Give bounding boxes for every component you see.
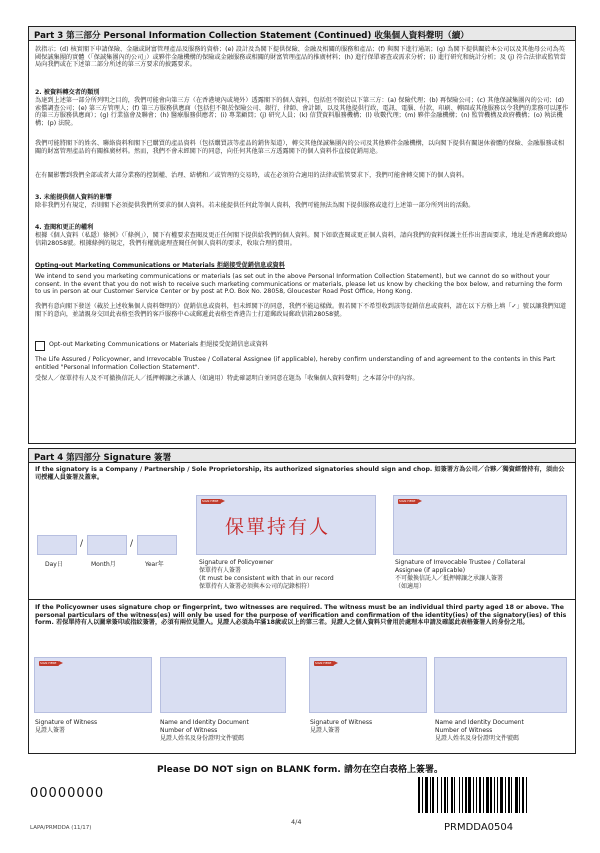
optout-checkbox-label: Opt-out Marketing Communications or Materials 拒絕接受促銷信息或資料 — [49, 341, 269, 348]
part3-heading-3: 3. 未能提供個人資料的影響 — [35, 194, 112, 201]
barcode-bar — [468, 777, 471, 813]
witness-1-id-label-2: Number of Witness — [160, 727, 218, 734]
company-signatory-note: If the signatory is a Company / Partnership / Sole Proprietorship, its authorized signatories should sign and chop. 如簽署方為公司／合夥／獨資經營持有，須由公司授權人員簽署及蓋章。 — [35, 466, 565, 481]
barcode-bar — [441, 777, 442, 813]
barcode-bar — [459, 777, 460, 813]
date-day-label: Day日 — [45, 561, 63, 568]
policyowner-signature-box[interactable] — [196, 495, 376, 555]
confirmation-en: The Life Assured / Policyowner, and Irrevocable Trustee / Collateral Assignee (if applicable), hereby confirm understanding of and agreement to the contents in this Part entitled "Personal Information Collection Statement". — [35, 356, 556, 371]
barcode-bar — [465, 777, 467, 813]
witness-1-id-label: Name and Identity Document — [160, 719, 249, 726]
barcode-bar — [422, 777, 423, 813]
sign-here-tag: SIGN HERE — [314, 661, 334, 666]
witness-1-sig-label-zh: 見證人簽署 — [35, 727, 66, 734]
witness-note: If the Policyowner uses signature chop or fingerprint, two witnesses are required. The witness must be an individual third party aged 18 or above. The personal particulars of the witness(es) will only be used for the purpose of verification and confirmation of the identity(ies) of the signatory(ies) of this form. 若保單持有人以圖章簽印或指紋簽署，必須有兩位見證人。見證人必須為年滿18歲或以上的第三者。見證人之個人資料只會用於處理本申請及確認此表格簽署人的身份之用。 — [35, 604, 567, 627]
trustee-label-3: 不可撤換信託人／抵押轉讓之承讓人簽署 — [395, 575, 504, 582]
policyowner-label-1: Signature of Policyowner — [199, 559, 274, 566]
trustee-label-2: Assignee (if applicable) — [395, 567, 466, 574]
witness-1-id-box[interactable] — [160, 657, 286, 713]
optout-checkbox[interactable] — [35, 341, 45, 351]
trustee-label-4: （如適用） — [395, 583, 426, 590]
witness-1-signature-box[interactable] — [34, 657, 152, 713]
form-number: 00000000 — [30, 786, 105, 801]
barcode — [418, 777, 576, 813]
barcode-bar — [418, 777, 420, 813]
witness-2-id-label: Name and Identity Document — [435, 719, 524, 726]
witness-1-sig-label: Signature of Witness — [35, 719, 98, 726]
date-day-field[interactable] — [37, 535, 77, 555]
confirmation-zh: 受保人／保單持有人及不可撤換信託人／抵押轉讓之承讓人（如適用）特此確認明白並同意在題為「收集個人資料聲明」之本部分中的內容。 — [35, 375, 419, 382]
blank-form-notice: Please DO NOT sign on BLANK form. 請勿在空白表格上簽署。 — [157, 765, 443, 775]
sign-here-tag: SIGN HERE — [39, 661, 59, 666]
barcode-bar — [473, 777, 474, 813]
date-year-label: Year年 — [145, 561, 164, 568]
barcode-bar — [497, 777, 498, 813]
barcode-bar — [486, 777, 489, 813]
barcode-bar — [500, 777, 503, 813]
policyowner-label-2: 保單持有人簽署 — [199, 567, 242, 574]
witness-2-sig-label: Signature of Witness — [310, 719, 373, 726]
witness-2-id-label-zh: 見證人姓名及身份證明文件號碼 — [435, 735, 520, 742]
barcode-bar — [490, 777, 492, 813]
barcode-text: PRMDDA0504 — [444, 822, 514, 833]
page-number: 4/4 — [291, 818, 302, 826]
part3-para-2: 為達到上述第一部分所列明之目的，我們可能會向第三方（在香港境內或境外）透露閣下的個人資料，包括但不限於以下第三方：(a) 保險代理；(b) 再保險公司；(c) 其他保誠集團內的公司；(d) 索償調查公司；(e) 第三方管理人；(f) 第三方服務供應商（包括但不限於保險公司、銀行、律師、會計師，以及其他提供行政、電訊、電腦、付款、印刷、轉圓或其他服務以令我們的業務可以運作的第三方服務供應商）；(g) 行業協會及聯會；(h) 醫療服務供應者；(i) 專業顧問；(j) 研究人員；(k) 信貸資料服務機構；(l) 收數代理；(m) 夥伴金融機構；(n) 監管機構及政府機構；(o) 執法機構；(p) 法院。 — [35, 97, 569, 127]
sign-here-tag: SIGN HERE — [201, 499, 221, 504]
barcode-bar — [494, 777, 495, 813]
date-separator-2: / — [130, 539, 134, 549]
date-month-field[interactable] — [87, 535, 127, 555]
part3-para-3: 我們可能將閣下的姓名、聯絡資料和閣下已購買的產品資料（包括購買該等產品的銷售渠道），轉交其他保誠集團內的公司及其他夥伴金融機構，以向閣下提供有關退休養體的保險、金融服務或相關的財富管理產品的有關推廣材料。然而，我們不會未經閣下的同意，向任何其他第三方透露閣下的個人資料作直接促銷用途。 — [35, 140, 565, 155]
part4-title: Part 4 第四部分 Signature 簽署 — [29, 449, 575, 463]
barcode-bar — [444, 777, 446, 813]
barcode-bar — [511, 777, 512, 813]
part3-section — [28, 26, 576, 444]
date-month-label: Month月 — [91, 561, 116, 568]
part3-para-6: 根據《個人資料（私隱）條例》（「條例」），閣下有權要求查閱及更正任何閣下提供給我們的個人資料。閣下如欲查閱或更正個人資料，請向我們的資料保護主任作出書面要求，地址是香港郵政總局信箱28058號。根據條例的規定，我們有權就處理查閱任何個人資料的要求，收取合理的費用。 — [35, 232, 568, 247]
part4-section — [28, 448, 576, 754]
witness-divider — [29, 599, 575, 600]
barcode-bar — [437, 777, 438, 813]
trustee-label-1: Signature of Irrevocable Trustee / Collateral — [395, 559, 526, 566]
barcode-bar — [505, 777, 506, 813]
barcode-bar — [476, 777, 477, 813]
optout-para-en: We intend to send you marketing communications or materials (as set out in the above Personal Information Collection Statement), but we cannot do so without your consent. In the event that you do not wish to receive such marketing communications or materials, please let us know by checking the box below, and returning the form to us in person at our Customer Service Center or by post at P.O. Box No. 28058, Gloucester Road Post Office, Hong Kong. — [35, 273, 563, 296]
barcode-bar — [432, 777, 434, 813]
optout-heading: Opting-out Marketing Communications or Materials 拒絕接受促銷信息或資料 — [35, 262, 285, 269]
barcode-bar — [425, 777, 428, 813]
part3-para-5: 除非我們另有規定，否則閣下必須提供我們所要求的個人資料。若未能提供任何此等個人資料，我們可能無法為閣下提供服務或進行上述第一部分所列出的活動。 — [35, 202, 475, 209]
barcode-bar — [479, 777, 481, 813]
barcode-bar — [483, 777, 484, 813]
part3-heading-4: 4. 查閱和更正的權利 — [35, 224, 94, 231]
date-year-field[interactable] — [137, 535, 177, 555]
barcode-bar — [454, 777, 455, 813]
witness-1-id-label-zh: 見證人姓名及身份證明文件號碼 — [160, 735, 245, 742]
barcode-bar — [451, 777, 453, 813]
part3-heading-2: 2. 被資料轉交者的類別 — [35, 89, 100, 96]
barcode-bar — [430, 777, 431, 813]
witness-2-sig-label-zh: 見證人簽署 — [310, 727, 341, 734]
optout-para-zh: 我們有意向閣下發送（載於上述收集個人資料聲明的）促銷信息或資料，但未經閣下的同意，我們不能這樣做。假若閣下不希望收到該等促銷信息或資料，請在以下方格上填「✓」號以讓我們知道閣下的意向，並請親身交回此表格至我們的客戶服務中心或郵遞此表格至香港告士打道郵政局郵政信箱28058號。 — [35, 303, 567, 318]
witness-2-id-label-2: Number of Witness — [435, 727, 493, 734]
witness-2-signature-box[interactable] — [309, 657, 427, 713]
part3-para-1: 款指示；(d) 核實閣下申請保險、金融或財富管理產品及服務的資格；(e) 設計及為閣下提供保險、金融及相關的服務和產品；(f) 與閣下進行通訊；(g) 為閣下提供關於本公司以及其他母公司為英國保誠集團的實體（「保誠集團內的公司」）或夥伴金融機構的保險或金融服務或相關的財富管理產品的推廣材料；(h) 進行保單審查或需求分析；(i) 進行研究和統計分析；及 (j) 符合法律或監管當局向我們或在下述第二部分所述的第三方要求的披露要求。 — [35, 46, 566, 69]
date-separator-1: / — [80, 539, 84, 549]
sign-here-tag: SIGN HERE — [398, 499, 418, 504]
barcode-bar — [519, 777, 520, 813]
witness-2-id-box[interactable] — [434, 657, 567, 713]
policyowner-label-4: 保單持有人簽署必須與本公司的記錄相符） — [199, 583, 314, 590]
policyowner-stamp: 保單持有人 — [225, 516, 331, 538]
barcode-bar — [522, 777, 524, 813]
barcode-bar — [515, 777, 518, 813]
barcode-bar — [462, 777, 463, 813]
form-code: LAPA/PRMDDA (11/17) — [30, 825, 92, 831]
trustee-signature-box[interactable] — [393, 495, 567, 555]
barcode-bar — [447, 777, 448, 813]
policyowner-label-3: (It must be consistent with that in our record — [199, 575, 334, 582]
part3-title: Part 3 第三部分 Personal Information Collection Statement (Continued) 收集個人資料聲明（續） — [29, 27, 575, 41]
part3-para-4: 在有關影響到我們全部或者大部分業務的控制權、治理、結構和／或管理的交易時，或在必須符合適用的法律或監管要求下，我們可能會轉交閣下的個人資料。 — [35, 172, 469, 179]
barcode-bar — [526, 777, 527, 813]
barcode-bar — [508, 777, 510, 813]
